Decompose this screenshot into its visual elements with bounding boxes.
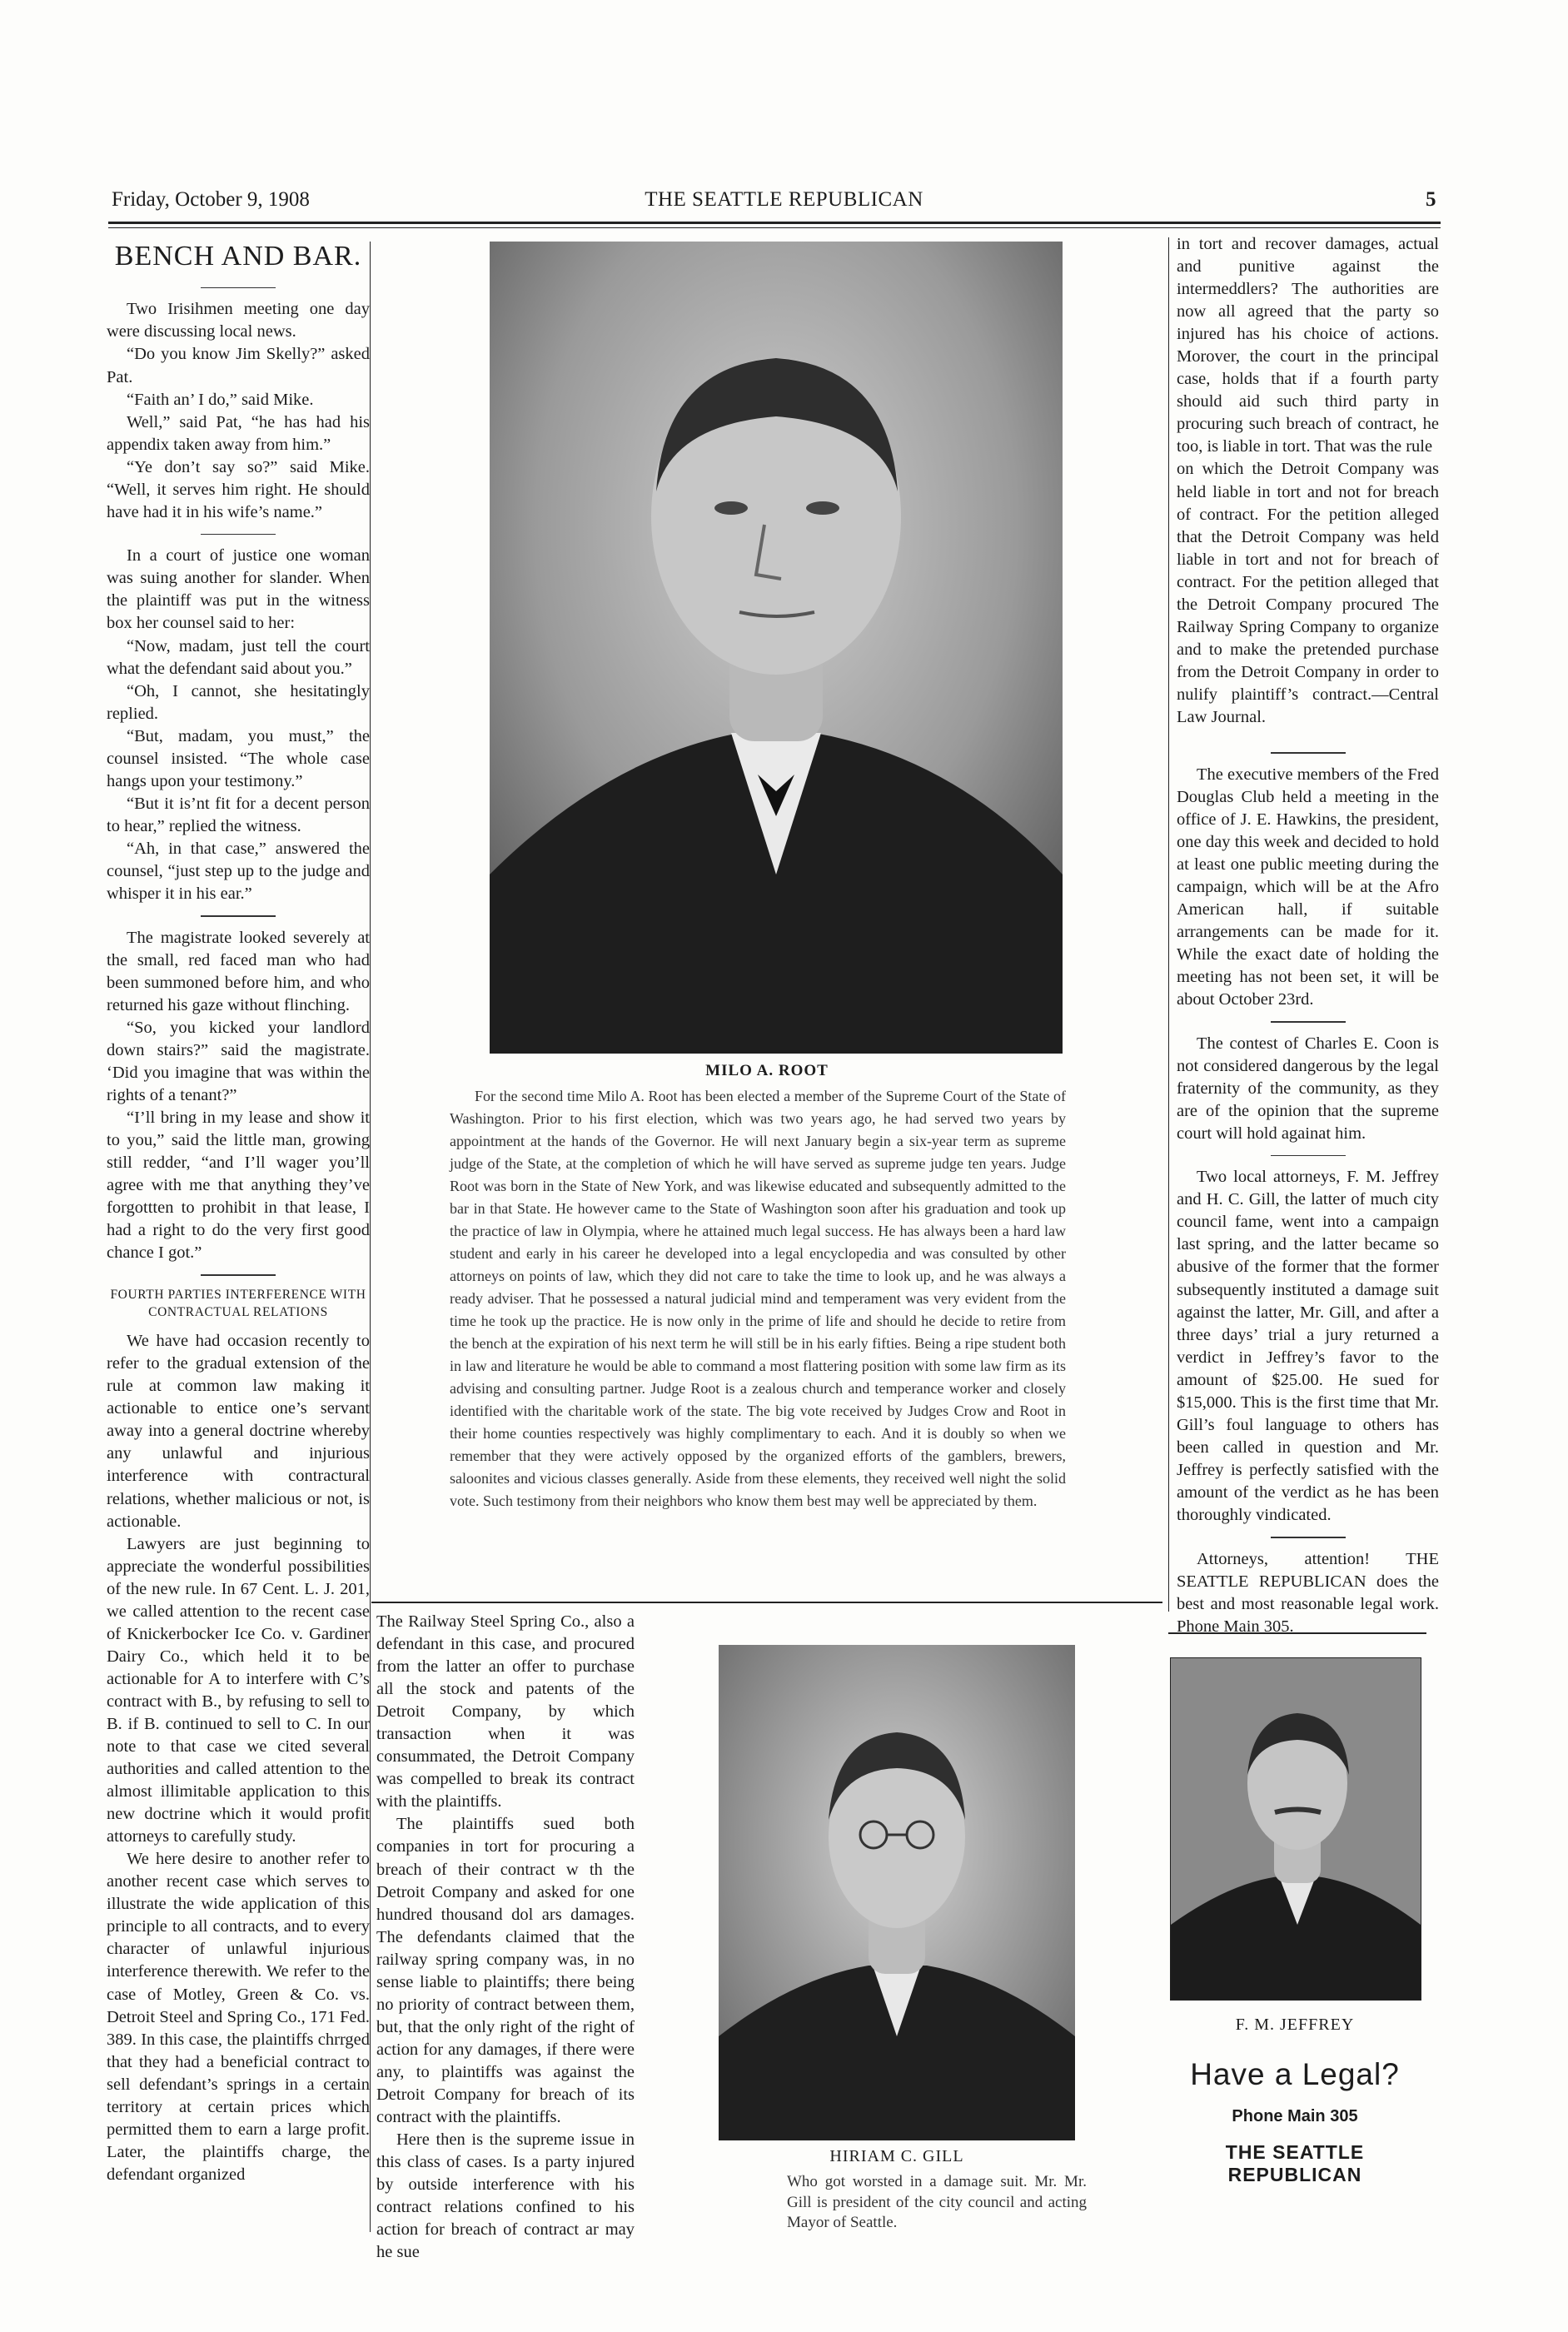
joke-line: “Ah, in that case,” answered the counsel, “just step up to the judge and whisper it in his ear.” [107,839,370,904]
joke-line: “But it is’nt fit for a decent person to hear,” replied the witness. [107,794,370,835]
ad-title: Have a Legal? [1190,2057,1400,2091]
issue-date: Friday, October 9, 1908 [112,188,310,211]
milo-root-caption: For the second time Milo A. Root has been elected a member of the Supreme Court of the State of Washington. Prior to his first election, which was two years ago, he had served two years by appointment at the hands of the Governor. He will next January begin a six-year term as supreme judge of the State, at the completion of which he will have served as supreme judge ten years. Judge Root was born in the State of New York, and was likewise educated and subsequently admitted to the bar in that State. He however came to the State of Washington soon after his graduation and took up the practice of law in Olympia, where he attained much legal success. He has always been a hard law student and early in his career he developed into a legal encyclopedia and was consulted by other attorneys on points of law, which they did not care to take the time to look up, and he was always a ready adviser. That he possessed a natural judicial mind and temperament was very evident from the time he took up the practice. He is now only in the prime of life and should he decide to retire from the bench at the expiration of his next term he will still be in his early fifties. Being a ripe student both in law and literature he would be able to command a most flattering position with some law firm as its advising and consulting partner. Judge Root is a zealous church and temperance worker and closely identified with the charitable work of the state. The big vote received by Judges Crow and Root in their home counties respectively was highly complimentary to each. And it is doubly so when we remember that they were actively opposed by the organized efforts of the gamblers, brewers, saloonites and vicious classes generally. Aside from these elements, they received well night the solid vote. Such testimony from their neighbors who know them best may well be appreciated by them. [450,1088,1066,1509]
article-column-2 [376,1611,635,2262]
joke-line: Two Irisihmen meeting one day were discussing local news. [107,300,370,341]
article-paragraph: We here desire to another refer to another recent case which serves to illustrate the wide application of this principle to all contracts, and to every character of unlawful injurious interference therewith. We refer to the case of Motley, Green & Co. vs. Detroit Steel and Spring Co., 171 Fed. 389. In this case, the plaintiffs chrrged that they had a beneficial contract to sell defendant’s springs in a certain territory at certain prices which permitted them to earn a large profit. Later, the plaintiffs charge, the defendant organized [107,1850,370,2184]
joke-line: “Ye don’t say so?” said Mike. “Well, it serves him right. He should have had it in his wife’s name.” [107,457,370,521]
hiriam-gill-name: HIRIAM C. GILL [829,2147,964,2165]
fourth-parties-subhead: FOURTH PARTIES INTERFERENCE WITH CONTRACTUAL RELATIONS [110,1287,366,1320]
portrait-image [490,242,1063,1054]
joke-line: “But, madam, you must,” the counsel insisted. “The whole case hangs upon your testimony.” [107,726,370,790]
separator [201,534,276,536]
left-column [107,235,370,2225]
page-number: 5 [1426,188,1436,211]
article-paragraph: Here then is the supreme issue in this class of cases. Is a party injured by outside interference with his contract relations confined to his action for breach of contract ar may he sue [376,2130,635,2262]
separator [1271,1155,1346,1157]
header-rule [108,222,1441,224]
separator [1271,1537,1346,1538]
fm-jeffrey-portrait [1170,1657,1421,2001]
column-divider [370,242,371,2232]
joke-line: Well,” said Pat, “he has had his appendix taken away from him.” [107,412,370,454]
separator [201,287,276,289]
news-item: The executive members of the Fred Douglas Club held a meeting in the office of J. E. Hawkins, the president, one day this week and decided to hold at least one public meeting during the campaign, which will be at the Afro American hall, if suitable arrangements can be made for it. While the exact date of holding the meeting has not been set, it will be about October 23rd. [1177,765,1439,1009]
right-column [1177,233,1439,1641]
milo-root-name: MILO A. ROOT [705,1062,829,1079]
joke-item [107,298,370,523]
hiriam-gill-caption: Who got worsted in a damage suit. Mr. Mr. Gill is president of the city council and acting Mayor of Seattle. [787,2173,1087,2232]
legal-advertisement [1170,2057,1420,2186]
separator [201,915,276,917]
article-paragraph: Lawyers are just beginning to appreciate the wonderful possibilities of the new rule. In 67 Cent. L. J. 201, we called attention to the recent case of Knickerbocker Ice Co. v. Gardiner Dairy Co., which held it to be actionable for A to interfere with C’s contract with B., by refusing to sell to B. if B. continued to sell to C. In our note to that case we cited several authorities and called attention to the almost illimitable application to this new doctrine which it would profit attorneys to carefully study. [107,1534,370,1846]
separator [201,1274,276,1276]
joke-line: “I’ll bring in my lease and show it to you,” said the little man, growing still redder, “and I’ll wager you’ll agree with me that anything they’ve forgottten to prohibit in that lease, I had a right to do the very first good chance I got.” [107,1108,370,1263]
advertisement-note: Attorneys, attention! THE SEATTLE REPUBLICAN does the best and most reasonable legal work. Phone Main 305. [1177,1549,1439,1636]
article-paragraph: on which the Detroit Company was held liable in tort and not for breach of contract. For the petition alleged that the Detroit Company was held liable in tort and not for breach of contract. For the petition alleged that the Detroit Company procured The Railway Spring Company to organize and to make the pretended purchase from the Detroit Company in order to nulify plaintiff’s contract.—Central Law Journal. [1177,460,1439,726]
milo-root-portrait [490,242,1063,1054]
ad-phone: Phone Main 305 [1232,2107,1358,2125]
header-rule-thin [108,227,1441,228]
joke-item [107,927,370,1265]
joke-line: “Do you know Jim Skelly?” asked Pat. [107,345,370,386]
portrait-image [719,1645,1075,2140]
column-divider [1168,237,1169,1612]
ad-paper-name: THE SEATTLE REPUBLICAN [1225,2141,1365,2185]
joke-line: In a court of justice one woman was suing another for slander. When the plaintiff was put in the witness box her counsel said to her: [107,546,370,633]
joke-line: “So, you kicked your landlord down stairs?” said the magistrate. ‘Did you imagine that was within the rights of a tenant?” [107,1018,370,1104]
article-paragraph: The Railway Steel Spring Co., also a defendant in this case, and procured from the latter an offer to purchase all the stock and patents of the Detroit Company, by which transaction when it was consummated, the Detroit Company was compelled to break its contract with the plaintiffs. [376,1612,635,1811]
paper-title: THE SEATTLE REPUBLICAN [645,188,923,211]
portrait-image [1171,1658,1421,2000]
bench-and-bar-headline: BENCH AND BAR. [114,241,362,272]
news-item: The contest of Charles E. Coon is not considered dangerous by the legal fraternity of the community, as they are of the opinion that the supreme court will hold againat him. [1177,1034,1439,1143]
joke-line: “Faith an’ I do,” said Mike. [127,390,314,409]
article-paragraph: in tort and recover damages, actual and punitive against the intermeddlers? The authorities are now all agreed that the party so injured has his choice of actions. Morover, the court in the principal case, holds that if a fourth party should aid such third party in procuring such breach of contract, he too, is liable in tort. That was the rule [1177,235,1439,456]
joke-line: The magistrate looked severely at the small, red faced man who had been summoned before him, and who returned his gaze without flinching. [107,928,370,1014]
joke-line: “Now, madam, just tell the court what the defendant said about you.” [107,636,370,678]
joke-line: “Oh, I cannot, she hesitatingly replied. [107,681,370,723]
separator [1271,752,1346,754]
fm-jeffrey-name: F. M. JEFFREY [1235,2016,1355,2034]
joke-item [107,545,370,905]
article-paragraph: The plaintiffs sued both companies in tort for procuring a breach of their contract w th the Detroit Company and asked for one hundred thousand dol ars damages. The defendants claimed that the railway spring company was, in no sense liable to plaintiffs; there being no priority of contract between them, but, that the only right of the right of action for any damages, if there were any, to plaintiffs was against the Detroit Company for breach of its contract with the plaintiffs. [376,1815,635,2127]
hiriam-gill-portrait [719,1645,1075,2140]
news-item: Two local attorneys, F. M. Jeffrey and H. C. Gill, the latter of much city council fame, went into a campaign last spring, and the latter became so abusive of the former that the former subsequently instituted a damage suit against the latter, Mr. Gill, and after a three days’ trial a jury returned a verdict in Jeffrey’s favor to the amount of $25.00. He sued for $15,000. This is the first time that Mr. Gill’s foul language to others has been called in question and Mr. Jeffrey is perfectly satisfied with the amount of the verdict as he has been thoroughly vindicated. [1177,1168,1439,1524]
article-paragraph: We have had occasion recently to refer to the gradual extension of the rule at common law making it actionable to entice one’s servant away into a general doctrine whereby any unlawful and injurious interference with contractural relations, whether malicious or not, is actionable. [107,1332,370,1531]
separator [1271,1021,1346,1023]
feature-bottom-rule [371,1602,1162,1603]
